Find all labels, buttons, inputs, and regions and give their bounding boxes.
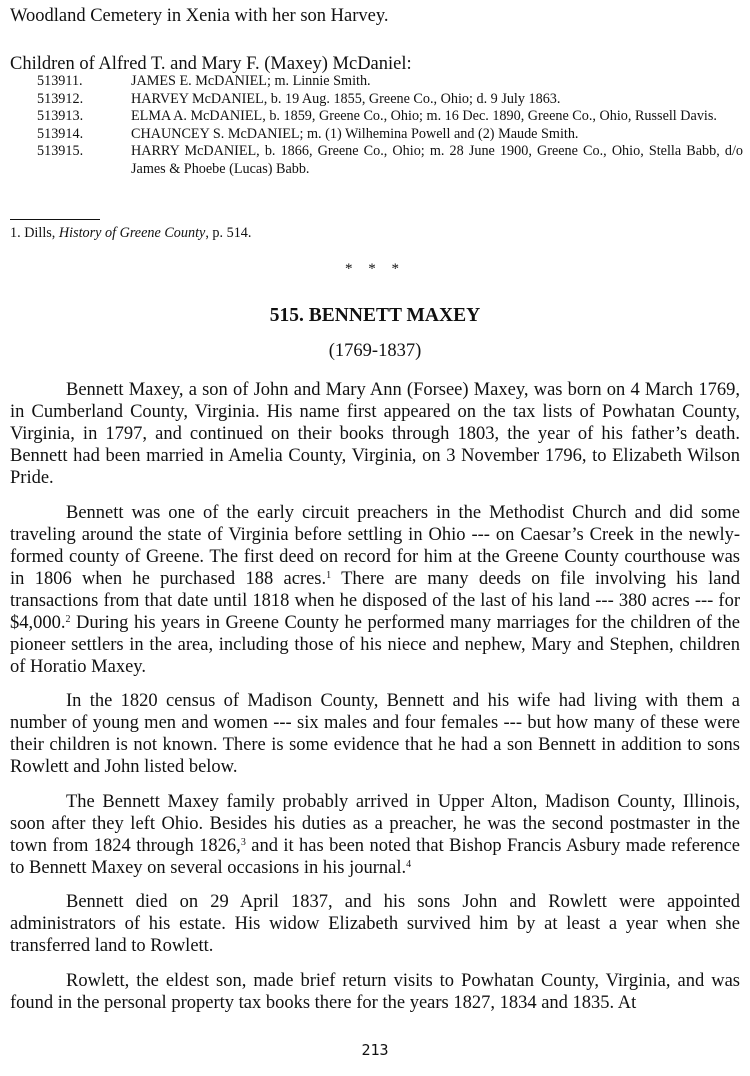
paragraph — [10, 502, 740, 678]
footnote-marker: 3 — [240, 836, 246, 848]
footnote-rule — [10, 219, 100, 220]
paragraph-text: Bennett was one of the early circuit preachers in the Methodist Church and did some traveling around the state of Virginia before settling in Ohio --- on Caesar’s Creek in the newly-formed county of Greene. The first deed on record for him at the Greene County courthouse was in 1806 when he purchased 188 acres. — [10, 502, 740, 589]
child-number: 513914. — [37, 125, 84, 142]
child-number: 513913. — [37, 108, 84, 125]
footnote-prefix: 1. Dills, — [10, 225, 59, 241]
child-entry — [37, 73, 743, 91]
child-text: HARVEY McDANIEL, b. 19 Aug. 1855, Greene Co., Ohio; d. 9 July 1863. — [131, 90, 561, 107]
child-number: 513912. — [37, 90, 84, 107]
paragraph-text: There are many deeds on file involving his land transactions from that date until 1818 when he disposed of the last of his land --- 380 acres --- for $4,000. — [10, 568, 740, 633]
paragraph: Bennett died on 29 April 1837, and his sons John and Rowlett were appointed administrators of his estate. His widow Elizabeth survived him by at least a year when she transferred land to Rowlett. — [10, 892, 740, 956]
section-title: 515. BENNETT MAXEY — [269, 305, 481, 326]
child-entry — [37, 108, 743, 126]
paragraph-text: and it has been noted that Bishop Francis Asbury made reference to Bennett Maxey on several occasions in his journal. — [10, 835, 741, 878]
body-text — [10, 379, 740, 1026]
child-text: JAMES E. McDANIEL; m. Linnie Smith. — [131, 73, 371, 89]
paragraph-text: The Bennett Maxey family probably arrived in Upper Alton, Madison County, Illinois, soon after they left Ohio. Besides his duties as a preacher, he was the second postmaster in the town from 1824 through 1826, — [10, 791, 740, 856]
child-text: ELMA A. McDANIEL, b. 1859, Greene Co., Ohio; m. 16 Dec. 1890, Greene Co., Ohio, Russell Davis. — [131, 108, 717, 125]
paragraph: In the 1820 census of Madison County, Bennett and his wife had living with them a number of young men and women --- six males and four females --- but how many of these were their children is not known. There is some evidence that he had a son Bennett in addition to sons Rowlett and John listed below. — [10, 691, 740, 777]
page-number: 213 — [361, 1041, 389, 1059]
paragraph: Bennett Maxey, a son of John and Mary Ann (Forsee) Maxey, was born on 4 March 1769, in Cumberland County, Virginia. His name first appeared on the tax lists of Powhatan County, Virginia, in 1797, and continued on their books through 1803, the year of his father’s death. Bennett had been married in Amelia County, Virginia, on 3 November 1796, to Elizabeth Wilson Pride. — [10, 380, 740, 488]
child-text: HARRY McDANIEL, b. 1866, Greene Co., Ohio; m. 28 June 1900, Greene Co., Ohio, Stella Babb, d/o James & Phoebe (Lucas) Babb. — [131, 143, 743, 177]
footnote-marker: 4 — [406, 858, 412, 870]
paragraph — [10, 791, 740, 879]
footnote-suffix: , p. 514. — [205, 225, 252, 241]
continued-text-line: Woodland Cemetery in Xenia with her son Harvey. — [10, 6, 389, 26]
section-dates: (1769-1837) — [328, 341, 422, 361]
paragraph-text: During his years in Greene County he performed many marriages for the children of the pioneer settlers in the area, including those of his niece and nephew, Mary and Stephen, children of Horatio Maxey. — [10, 612, 740, 677]
child-number: 513911. — [37, 73, 83, 89]
children-list — [37, 73, 743, 179]
child-entry — [37, 126, 743, 144]
child-text: CHAUNCEY S. McDANIEL; m. (1) Wilhemina Powell and (2) Maude Smith. — [131, 125, 579, 142]
children-heading: Children of Alfred T. and Mary F. (Maxey) McDaniel: — [10, 54, 412, 74]
child-entry — [37, 143, 743, 178]
footnote-marker: 1 — [326, 569, 332, 581]
footnote-marker: 2 — [65, 613, 71, 625]
section-separator: * * * — [345, 261, 405, 277]
paragraph: Rowlett, the eldest son, made brief return visits to Powhatan County, Virginia, and was found in the personal property tax books there for the years 1827, 1834 and 1835. At — [10, 970, 740, 1013]
footnote-book-title: History of Greene County — [58, 225, 206, 241]
child-number: 513915. — [37, 143, 84, 160]
footnote — [10, 224, 251, 242]
child-entry — [37, 91, 743, 109]
